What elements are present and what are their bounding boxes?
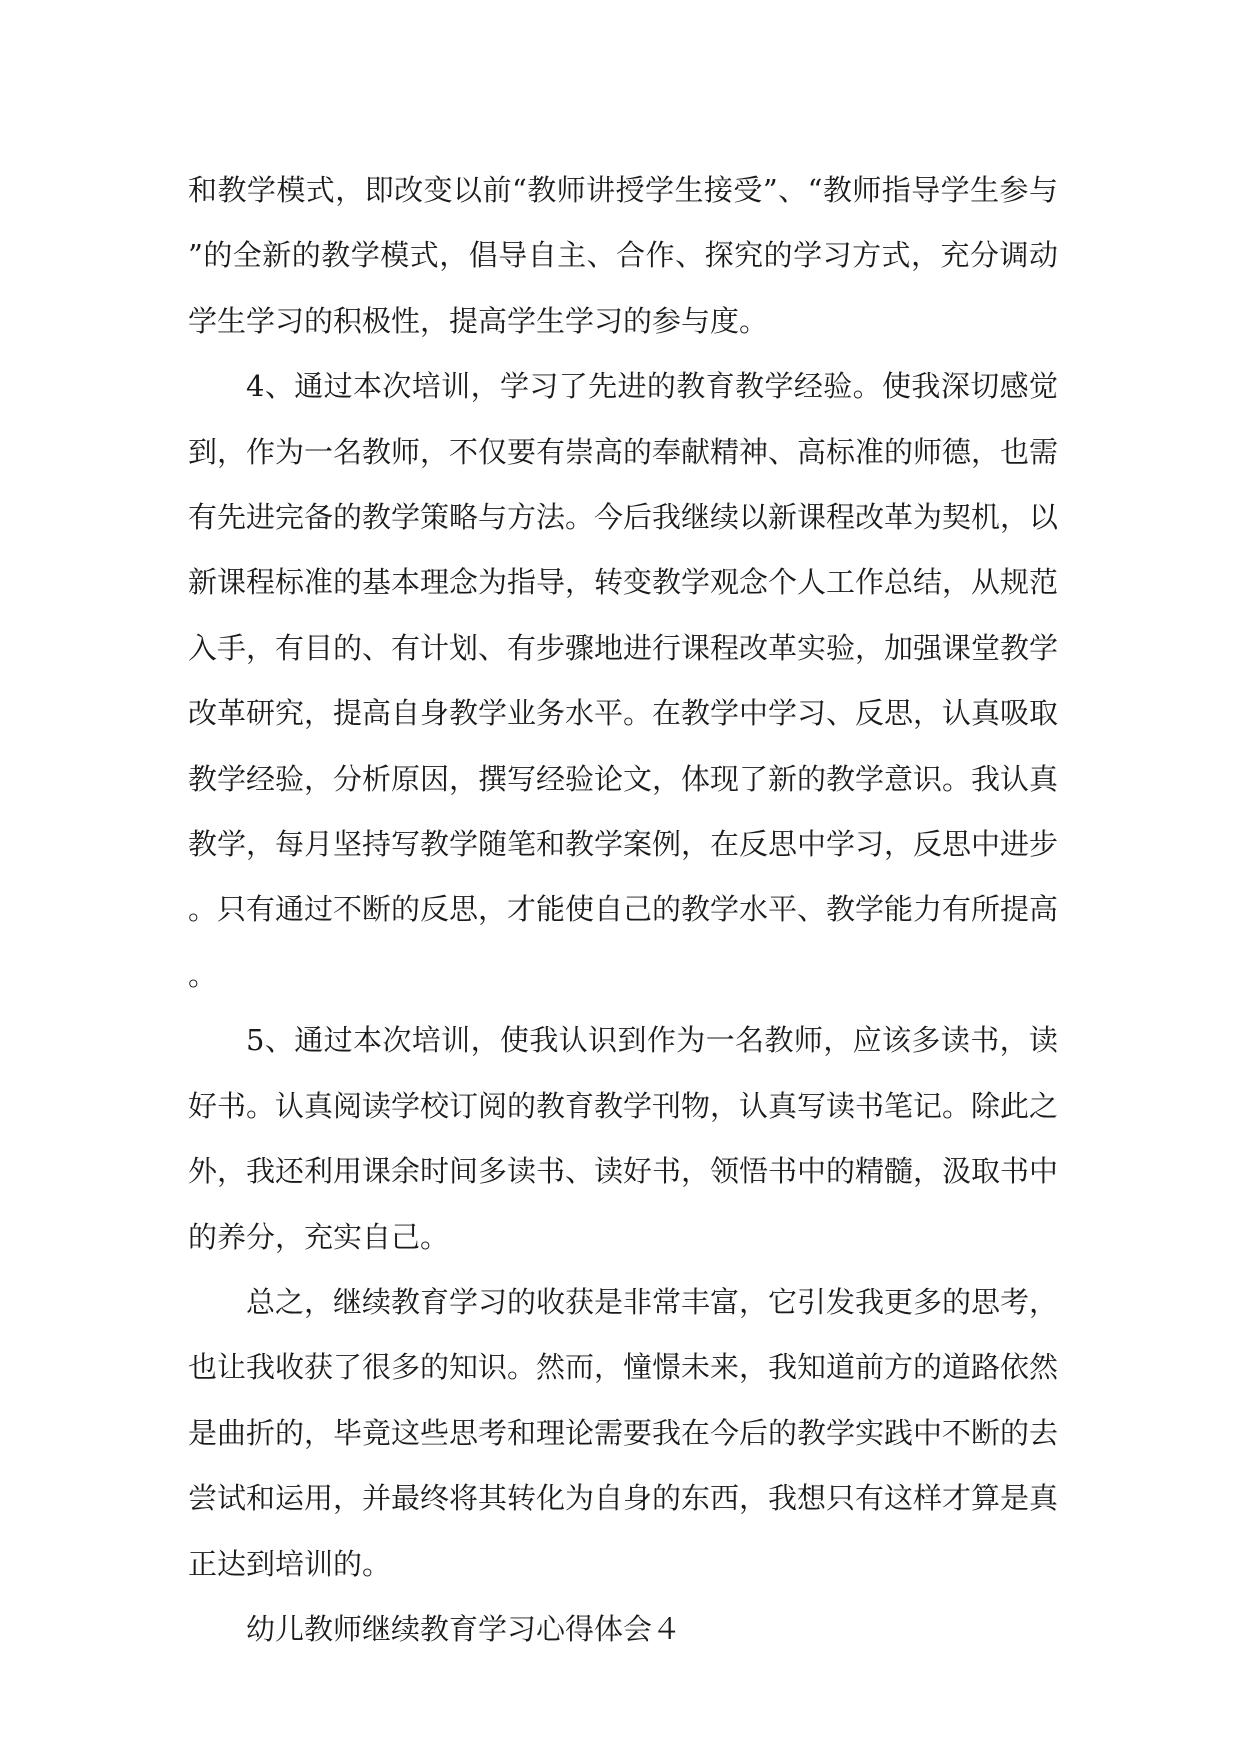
paragraph-continuation: 和教学模式，即改变以前“教师讲授学生接受”、“教师指导学生参与”的全新的教学模式，倡导自主、合作、探究的学习方式，充分调动学生学习的积极性，提高学生学习的参与度。 (188, 173, 1058, 338)
section-heading: 幼儿教师继续教育学习心得体会４ (246, 1611, 682, 1646)
document-body (188, 158, 1058, 1662)
paragraph-conclusion: 总之，继续教育学习的收获是非常丰富，它引发我更多的思考，也让我收获了很多的知识。然而，憧憬未来，我知道前方的道路依然是曲折的，毕竟这些思考和理论需要我在今后的教学实践中不断的去尝试和运用，并最终将其转化为自身的东西，我想只有这样才算是真正达到培训的。 (188, 1284, 1059, 1581)
paragraph-point-4: 4、通过本次培训，学习了先进的教育教学经验。使我深切感觉到，作为一名教师，不仅要有崇高的奉献精神、高标准的师德，也需有先进完备的教学策略与方法。今后我继续以新课程改革为契机，以新课程标准的基本理念为指导，转变教学观念个人工作总结，从规范入手，有目的、有计划、有步骤地进行课程改革实验，加强课堂教学改革研究，提高自身教学业务水平。在教学中学习、反思，认真吸取教学经验，分析原因，撰写经验论文，体现了新的教学意识。我认真教学，每月坚持写教学随笔和教学案例，在反思中学习，反思中进步。只有通过不断的反思，才能使自己的教学水平、教学能力有所提高。 (188, 369, 1059, 992)
paragraph-point-5: 5、通过本次培训，使我认识到作为一名教师，应该多读书，读好书。认真阅读学校订阅的教育教学刊物，认真写读书笔记。除此之外，我还利用课余时间多读书、读好书，领悟书中的精髓，汲取书中的养分，充实自己。 (188, 1023, 1059, 1254)
